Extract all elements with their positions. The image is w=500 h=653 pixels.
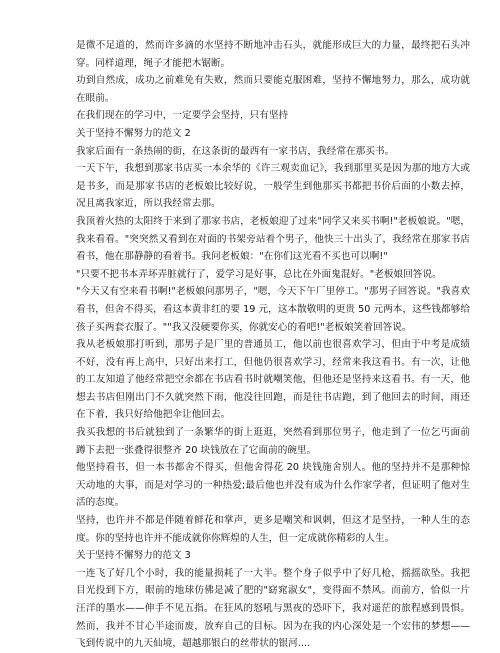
paragraph: 我家后面有一条热闹的街，在这条街的最西有一家书店，我经常在那买书。 xyxy=(76,145,395,157)
paragraph: 功到自然成，成功之前难免有失败，然而只要能克服困难，坚持不懈地努力，那么，成功就在眼前。 xyxy=(76,75,470,104)
paragraph: 我从老板娘那打听到，那男子是厂里的普通员工，他以前也很喜欢学习，但由于中考是成绩不好，没有再上高中，只好出来打工，但他仍很喜欢学习，经常来我这看书。有一次，让他的工友知道了他经常把空余都在书店看书时就嘲笑他，但他还是坚持来这看书。有一天，他想去书店但刚出门不久就突然下雨，他没往回跑，而是往书店跑，到了他回去的时间，雨还在下着，我只好给他把伞让他回去。 xyxy=(76,339,470,421)
paragraph: 在我们现在的学习中，一定要学会坚持，只有坚持 xyxy=(76,110,289,122)
paragraph: 坚持，也许并不都是伴随着鲜花和掌声，更多是嘲笑和讽刺，但这才是坚持，一种人生的态度。你的坚持也许并不能成就你你辉煌的人生，但一定成就你精彩的人生。 xyxy=(76,515,470,544)
paragraph: 一天下午，我想到那家书店买一本余华的《许三观卖血记》，我到那里买是因为那的地方大或是书多，而是那家书店的老板娘比较好说，一般学生到他那买书都把书价后面的小数去掉，况且离我家近，所以我经常去那。 xyxy=(76,163,470,210)
section-heading: 关于坚持不懈努力的范文 2 xyxy=(76,127,191,139)
paragraph: 我顶着火热的太阳终于来到了那家书店，老板娘迎了过来"同学又来买书啊!"老板娘说。"嗯，我来看看。"突突然又看到在对面的书架旁站着个男子，他快三十出头了，我经常在那家书店看书，他在那静静的看着书。我问老板娘："在你们这光看不买也可以啊!" xyxy=(76,215,470,263)
document-body xyxy=(76,37,470,653)
paragraph: 一连飞了好几个小时，我的能量损耗了一大半。整个身子似乎中了好几枪，摇摇欲坠。我把目光投到下方，眼前的地球仿佛是减了肥的"窈窕淑女"，变得面不禁风。而前方，恰似一片汪洋的墨水——伸手不见五指。在狂风的怒吼与黑夜的恐吓下，我对遥茫的旅程感到畏惧。然而，我并不甘心半途而废，放弃自己的目标。因为在我的内心深处是一个宏伟的梦想——飞到传说中的九天仙境，超越那银白的丝带状的银河.... xyxy=(76,567,470,650)
paragraph: "今天又有空来看书啊!"老板娘问那男子，"嗯，今天下午厂里停工。"那男子回答说。"我喜欢看书，但舍不得买，看这本黄非红的要 19 元，这本散敬明的更贵 50 元两本，这些钱都够给孩子买两套衣服了。""我又没硬要你买，你就安心的看吧!"老板娘笑着回答说。 xyxy=(76,286,470,333)
section-heading: 关于坚持不懈努力的范文 3 xyxy=(76,550,191,562)
paragraph: 我买我想的书后就独到了一条繁华的街上逛逛，突然看到那位男子，他走到了一位乞丐面前蹲下去把一张叠得很整齐 20 块钱放在了它面前的碗里。 xyxy=(76,427,470,456)
paragraph: 他坚持看书，但一本书都舍不得买，但他舍得花 20 块钱施舍别人。他的坚持并不是那种惊天动地的大事，而是对学习的一种热爱;最后他也并没有成为什么作家学者，但证明了他对生活的态度。 xyxy=(76,462,470,509)
paragraph: 是微不足道的，然而许多滴的水坚持不断地冲击石头，就能形成巨大的力量，最终把石头冲穿。同样道理，绳子才能把木锯断。 xyxy=(76,40,470,69)
paragraph: "只要不把书本弄坏弄脏就行了，爱学习是好事，总比在外面鬼混好。"老板娘回答说。 xyxy=(76,268,442,280)
